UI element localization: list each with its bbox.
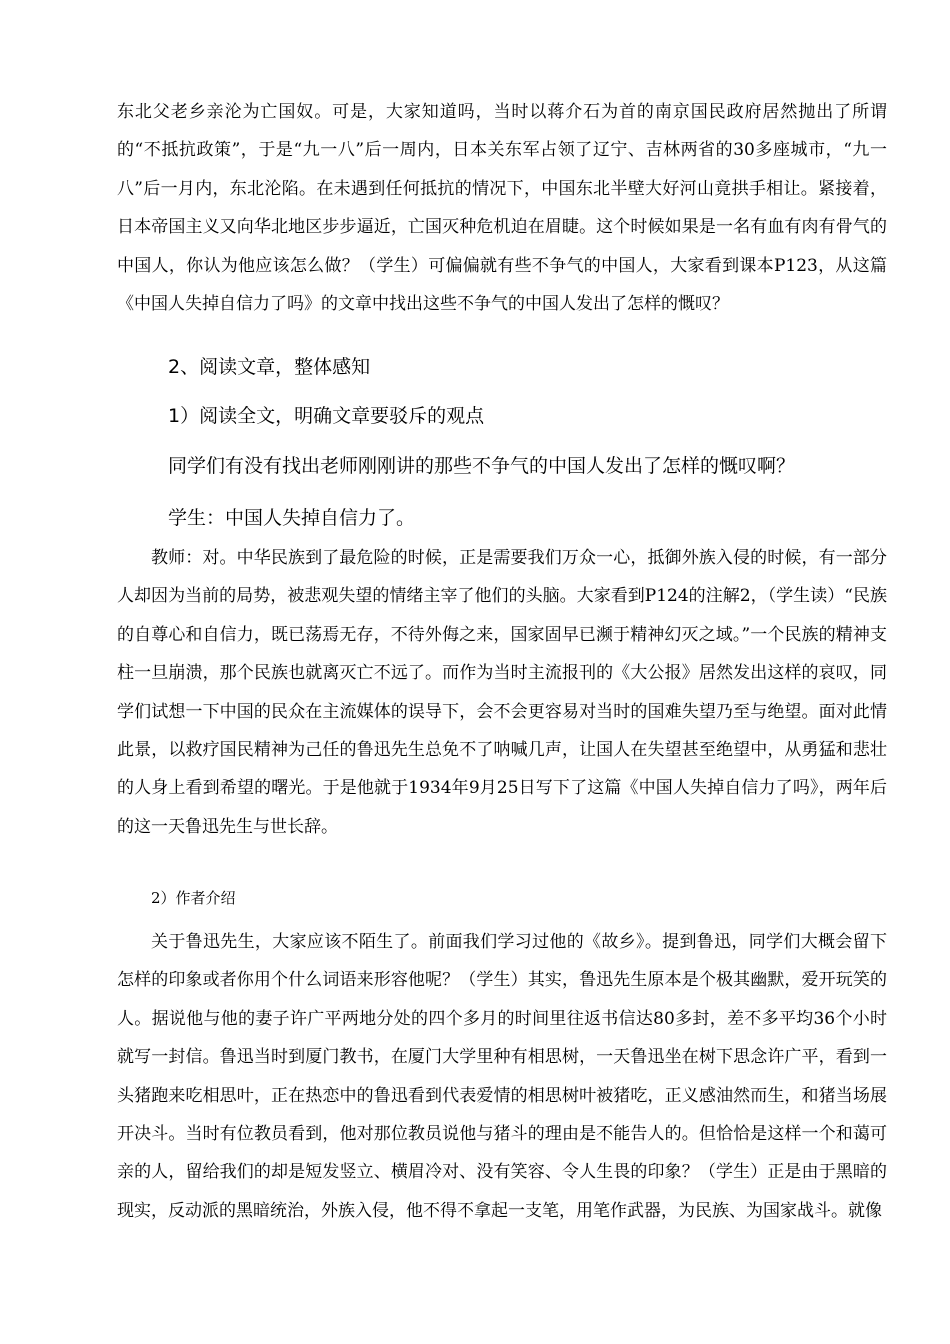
subheading-read-full-text: 1）阅读全文，明确文章要驳斥的观点 bbox=[168, 405, 485, 427]
teacher-question: 同学们有没有找出老师刚刚讲的那些不争气的中国人发出了怎样的慨叹啊？ bbox=[168, 455, 796, 477]
subheading-author-intro: 2）作者介绍 bbox=[151, 889, 236, 907]
paragraph-author-intro: 关于鲁迅先生，大家应该不陌生了。前面我们学习过他的《故乡》。提到鲁迅，同学们大概会留下怎样的印象或者你用个什么词语来形容他呢？（学生）其实，鲁迅先生原本是个极其幽默，爱开玩笑的人。据说他与他的妻子许广平两地分处的四个多月的时间里往返书信达80多封，差不多平均36个小时就写一封信。鲁迅当时到厦门教书，在厦门大学里种有相思树，一天鲁迅坐在树下思念许广平，看到一头猪跑来吃相思叶，正在热恋中的鲁迅看到代表爱情的相思树叶被猪吃，正义感油然而生，和猪当场展开决斗。当时有位教员看到，他对那位教员说他与猪斗的理由是不能告人的。但恰恰是这样一个和蔼可亲的人，留给我们的却是短发竖立、横眉冷对、没有笑容、令人生畏的印象？（学生）正是由于黑暗的现实，反动派的黑暗统治，外族入侵，他不得不拿起一支笔，用笔作武器，为民族、为国家战斗。就像 bbox=[117, 932, 887, 1221]
paragraph-intro: 东北父老乡亲沦为亡国奴。可是，大家知道吗，当时以蒋介石为首的南京国民政府居然抛出了所谓的“不抵抗政策”，于是“九一八”后一周内，日本关东军占领了辽宁、吉林两省的30多座城市，“九一八”后一月内，东北沦陷。在未遇到任何抵抗的情况下，中国东北半壁大好河山竟拱手相让。紧接着，日本帝国主义又向华北地区步步逼近，亡国灭种危机迫在眉睫。这个时候如果是一名有血有肉有骨气的中国人，你认为他应该怎么做？（学生）可偏偏就有些不争气的中国人，大家看到课本P123，从这篇《中国人失掉自信力了吗》的文章中找出这些不争气的中国人发出了怎样的慨叹？ bbox=[117, 102, 887, 315]
paragraph-teacher-explanation: 教师：对。中华民族到了最危险的时候，正是需要我们万众一心，抵御外族入侵的时候，有一部分人却因为当前的局势，被悲观失望的情绪主宰了他们的头脑。大家看到P124的注解2，（学生读）“民族的自尊心和自信力，既已荡焉无存，不待外侮之来，国家固早已濒于精神幻灭之域。”一个民族的精神支柱一旦崩溃，那个民族也就离灭亡不远了。而作为当时主流报刊的《大公报》居然发出这样的哀叹，同学们试想一下中国的民众在主流媒体的误导下，会不会更容易对当时的国难失望乃至与绝望。面对此情此景，以救疗国民精神为己任的鲁迅先生总免不了呐喊几声，让国人在失望甚至绝望中，从勇猛和悲壮的人身上看到希望的曙光。于是他就于1934年9月25日写下了这篇《中国人失掉自信力了吗》，两年后的这一天鲁迅先生与世长辞。 bbox=[117, 548, 887, 837]
section-heading: 2、阅读文章，整体感知 bbox=[168, 356, 371, 378]
student-answer: 学生：中国人失掉自信力了。 bbox=[168, 507, 416, 529]
